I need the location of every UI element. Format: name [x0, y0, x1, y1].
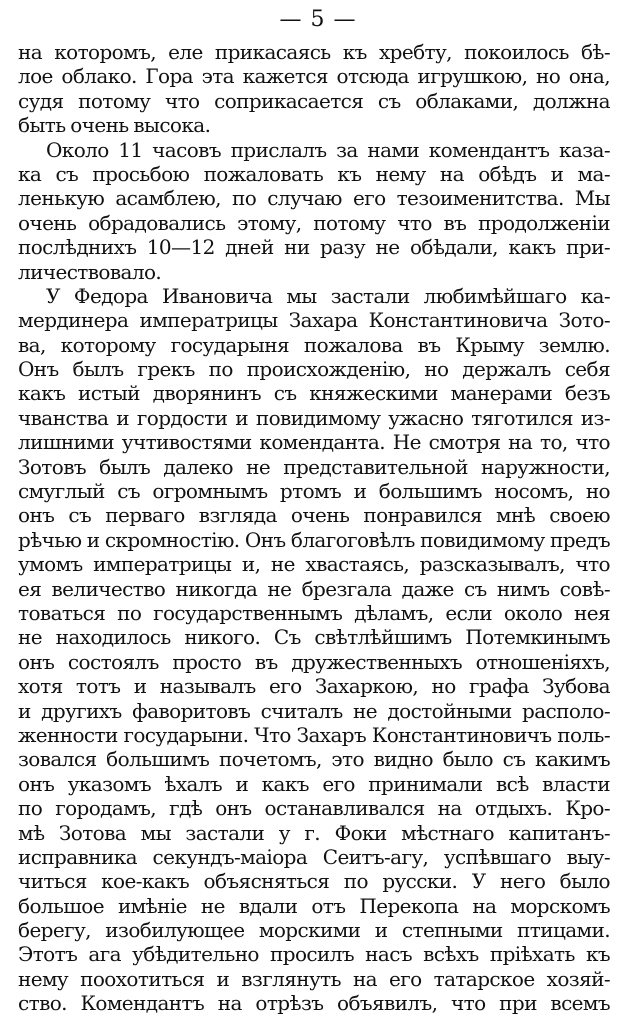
text-line: судя потому что соприкасается съ облаками, должна	[18, 88, 610, 113]
text-line: хотя тотъ и называлъ его Захаркою, но графа Зубова	[18, 674, 610, 699]
text-line: ея величество никогда не брезгала даже съ нимъ совѣ-	[18, 576, 610, 601]
text-line: исправника секундъ-маіора Сеитъ-агу, успѣвшаго выу-	[18, 844, 610, 869]
text-line: очень обрадовались этому, потому что въ продолженіи	[18, 210, 610, 235]
text-line: какъ истый дворянинъ съ княжескими манерами безъ	[18, 381, 610, 406]
text-line: лое облако. Гора эта кажется отсюда игрушкою, но она,	[18, 64, 610, 89]
paragraph-first-line: Около 11 часовъ прислалъ за нами комендантъ каза-	[46, 137, 610, 162]
text-line: Этотъ ага убѣдительно просилъ насъ всѣхъ пріѣхать къ	[18, 942, 610, 967]
text-line: не находилось никого. Съ свѣтлѣйшимъ Потемкинымъ	[18, 625, 610, 650]
text-line: женности государыни. Что Захаръ Константиновичъ поль-	[18, 722, 610, 747]
text-line: чванства и гордости и повидимому ужасно тяготился из-	[18, 405, 610, 430]
text-line: мѣ Зотова мы застали у г. Фоки мѣстнаго капитанъ-	[18, 820, 610, 845]
text-line: Зотовъ былъ далеко не представительной наружности,	[18, 454, 610, 479]
text-line: нему поохотиться и взглянуть на его татарское хозяй-	[18, 966, 610, 991]
paragraph-first-line: У Федора Ивановича мы застали любимѣйшаго ка-	[46, 283, 610, 308]
text-line: по городамъ, гдѣ онъ останавливался на отдыхъ. Кро-	[18, 796, 610, 821]
text-line: онъ съ перваго взгляда очень понравился мнѣ своею	[18, 503, 610, 528]
text-line: лишними учтивостями коменданта. Не смотря на то, что	[18, 430, 610, 455]
text-line: послѣднихъ 10—12 дней ни разу не обѣдали, какъ при-	[18, 235, 610, 260]
text-line: берегу, изобилующее морскими и степными птицами.	[18, 918, 610, 943]
text-line: зовался большимъ почетомъ, это видно было съ какимъ	[18, 747, 610, 772]
text-line: смуглый съ огромнымъ ртомъ и большимъ носомъ, но	[18, 479, 610, 504]
text-line: личествовало.	[18, 259, 162, 284]
text-line: читься кое-какъ объясняться по русски. У него было	[18, 869, 610, 894]
text-line: рѣчью и скромностію. Онъ благоговѣлъ повидимому предъ	[18, 527, 610, 552]
text-line: ленькую асамблею, по случаю его тезоименитства. Мы	[18, 186, 610, 211]
text-line: умомъ императрицы и, не хвастаясь, разсказывалъ, что	[18, 552, 610, 577]
text-line: быть очень высока.	[18, 113, 211, 138]
text-line: мердинера императрицы Захара Константиновича Зото-	[18, 308, 610, 333]
text-line: ва, которому государыня пожалова въ Крыму землю.	[18, 332, 610, 357]
text-line: большое имѣніе не вдали отъ Перекопа на морскомъ	[18, 893, 610, 918]
text-line: и другихъ фаворитовъ считалъ не достойными располо-	[18, 698, 610, 723]
text-line: товаться по государственнымъ дѣламъ, если около нея	[18, 600, 610, 625]
text-line: ка съ просьбою пожаловать къ нему на обѣдъ и ма-	[18, 161, 610, 186]
text-line: на которомъ, еле прикасаясь къ хребту, покоилось бѣ-	[18, 40, 610, 64]
text-line: Онъ былъ грекъ по происхожденію, но держалъ себя	[18, 357, 610, 382]
text-line: онъ указомъ ѣхалъ и какъ его принимали всѣ власти	[18, 771, 610, 796]
text-line: онъ состоялъ просто въ дружественныхъ отношеніяхъ,	[18, 649, 610, 674]
text-line: ство. Комендантъ на отрѣзъ объявилъ, что при всемъ	[18, 991, 610, 1016]
page-number: — 5 —	[279, 7, 357, 32]
document-body	[18, 40, 610, 1016]
